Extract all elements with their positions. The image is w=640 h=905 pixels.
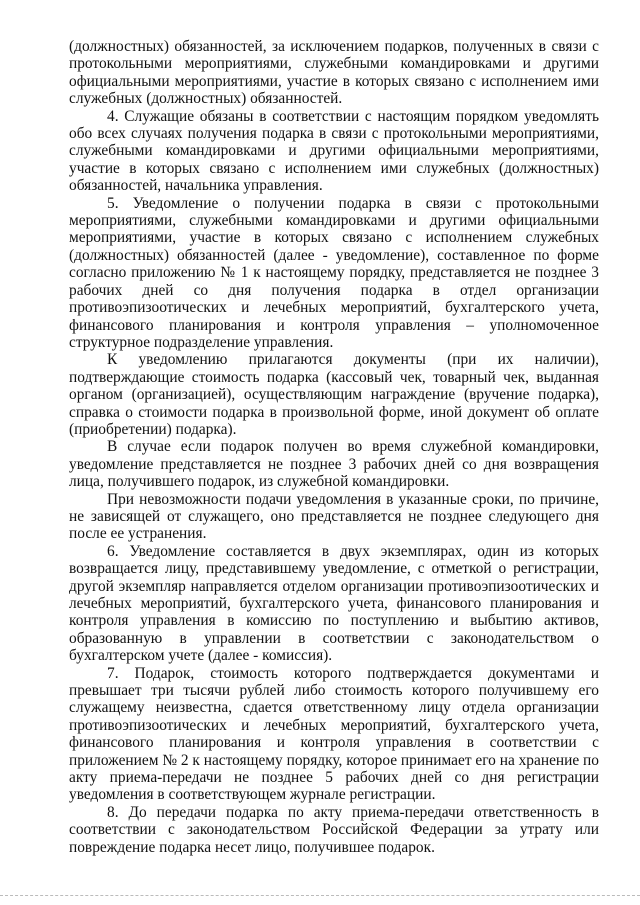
paragraph-impossibility: При невозможности подачи уведомления в указанные сроки, по причине, не зависящей от служащего, оно представляется не позднее следующего дня после ее устранения. [69, 490, 599, 543]
paragraph-item-7: 7. Подарок, стоимость которого подтверждается документами и превышает три тысячи рублей либо стоимость которого получившему его служащему неизвестна, сдается ответственному лицу отдела организации противоэпизоотических и лечебных мероприятий, бухгалтерского учета, финансового планирования и контроля управления в соответствии с приложением № 2 к настоящему порядку, которое принимает его на хранение по акту приема-передачи не позднее 5 рабочих дней со дня регистрации уведомления в соответствующем журнале регистрации. [69, 664, 599, 804]
page-bottom-edge [0, 895, 640, 897]
paragraph-business-trip: В случае если подарок получен во время служебной командировки, уведомление представляется не позднее 3 рабочих дней со дня возвращения лица, получившего подарок, из служебной командировки. [69, 438, 599, 491]
paragraph-item-5: 5. Уведомление о получении подарка в связи с протокольными мероприятиями, служебными командировками и другими официальными мероприятиями, участие в которых связано с исполнением служебных (должностных) обязанностей (далее - уведомление), составленное по форме согласно приложению № 1 к настоящему порядку, представляется не позднее 3 рабочих дней со дня получения подарка в отдел организации противоэпизоотических и лечебных мероприятий, бухгалтерского учета, финансового планирования и контроля управления – уполномоченное структурное подразделение управления. [69, 194, 599, 351]
paragraph-item-6: 6. Уведомление составляется в двух экземплярах, один из которых возвращается лицу, представившему уведомление, с отметкой о регистрации, другой экземпляр направляется отделом организации противоэпизоотических и лечебных мероприятий, бухгалтерского учета, финансового планирования и контроля управления в комиссию по поступлению и выбытию активов, образованную в управлении в соответствии с законодательством о бухгалтерском учете (далее - комиссия). [69, 542, 599, 665]
paragraph-item-8: 8. До передачи подарка по акту приема-передачи ответственность в соответствии с законодательством Российской Федерации за утрату или повреждение подарка несет лицо, получившее подарок. [69, 803, 599, 856]
paragraph-attachments: К уведомлению прилагаются документы (при их наличии), подтверждающие стоимость подарка (кассовый чек, товарный чек, выданная органом (организацией), осуществляющим награждение (вручение подарка), справка о стоимости подарка в произвольной форме, иной документ об оплате (приобретении) подарка). [69, 351, 599, 438]
paragraph-continuation: (должностных) обязанностей, за исключением подарков, полученных в связи с протокольными мероприятиями, служебными командировками и другими официальными мероприятиями, участие в которых связано с исполнением ими служебных (должностных) обязанностей. [69, 38, 599, 108]
document-page [69, 38, 599, 856]
paragraph-item-4: 4. Служащие обязаны в соответствии с настоящим порядком уведомлять обо всех случаях получения подарка в связи с протокольными мероприятиями, служебными командировками и другими официальными мероприятиями, участие в которых связано с исполнением ими служебных (должностных) обязанностей, начальника управления. [69, 107, 599, 195]
